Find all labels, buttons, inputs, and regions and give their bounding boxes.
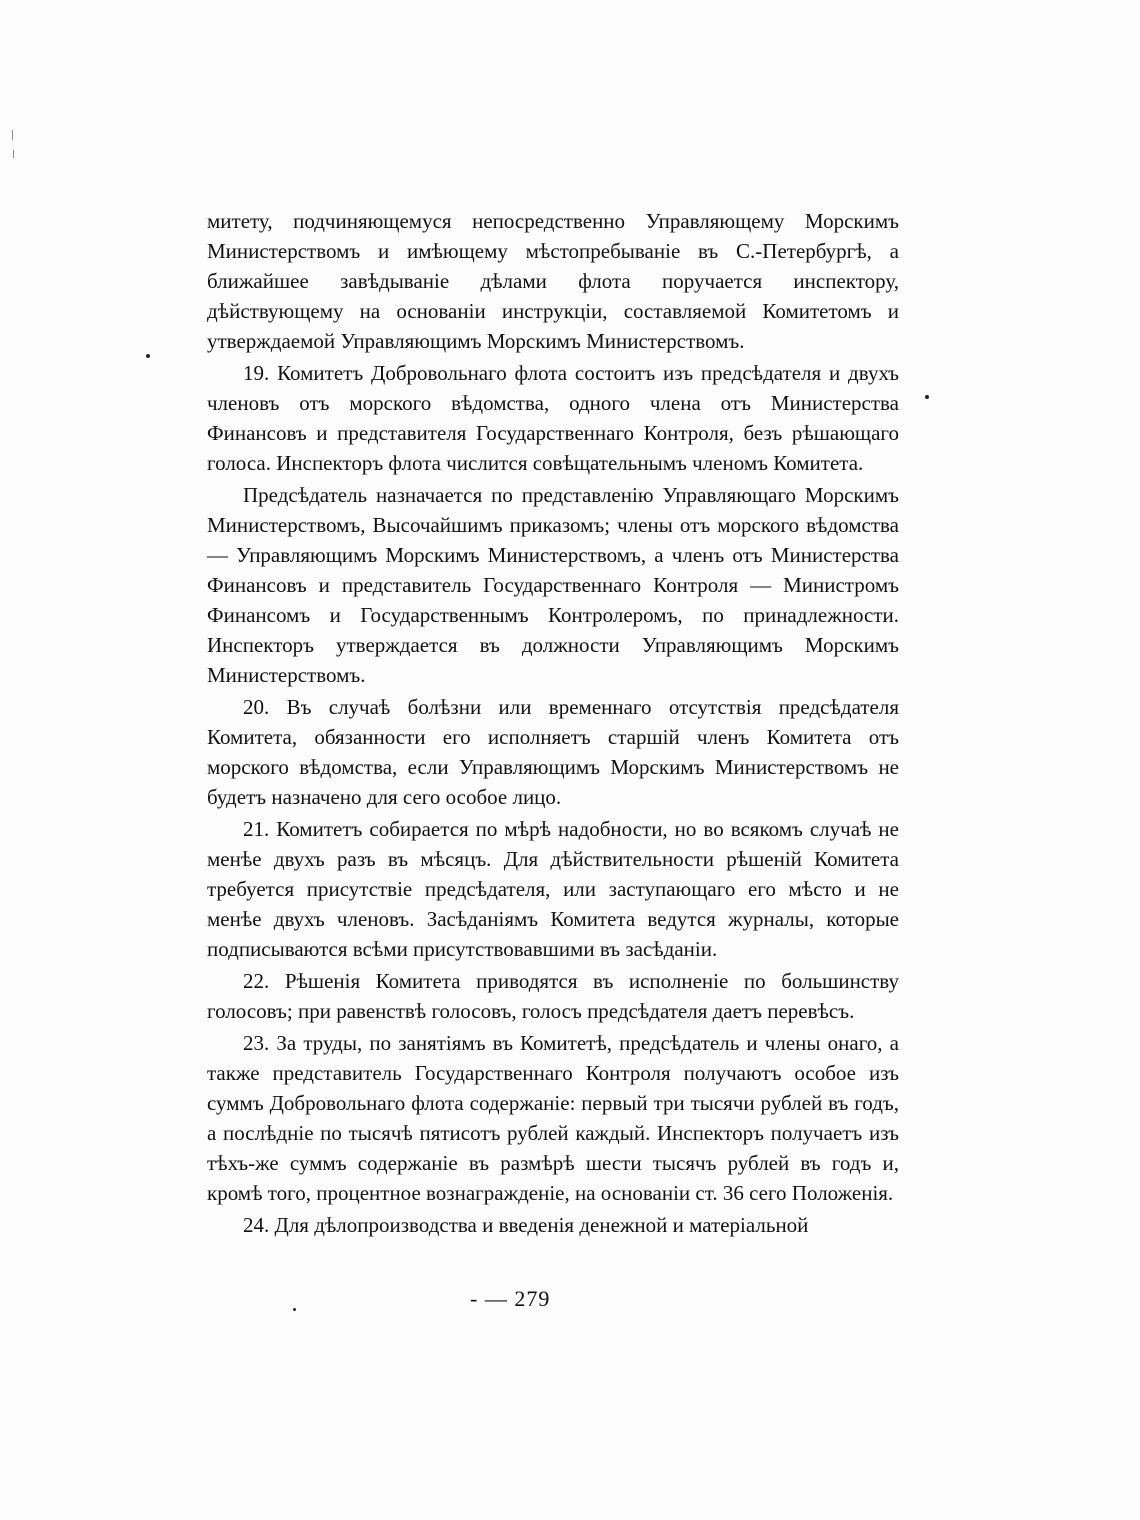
paragraph-chairman-appointment: Предсѣдатель назначается по представленію Управляющаго Морскимъ Министерствомъ, Высочайшимъ приказомъ; члены отъ морского вѣдомства — Управляющимъ Морскимъ Министерствомъ, а членъ отъ Министерства Финансовъ и представитель Государственнаго Контроля — Министромъ Финансомъ и Государственнымъ Контролеромъ, по принадлежности. Инспекторъ утверждается въ должности Управляющимъ Морскимъ Министерствомъ. <box>207 483 899 687</box>
scan-speck <box>146 354 150 358</box>
paragraph-article-19: 19. Комитетъ Добровольнаго флота состоитъ изъ предсѣдателя и двухъ членовъ отъ морского вѣдомства, одного члена отъ Министерства Финансовъ и представителя Государственнаго Контроля, безъ рѣшающаго голоса. Инспекторъ флота числится совѣщательнымъ членомъ Комитета. <box>207 361 899 475</box>
scan-speck <box>293 1308 296 1311</box>
page-number: - — 279 <box>470 1286 551 1311</box>
paragraph-article-20: 20. Въ случаѣ болѣзни или временнаго отсутствія предсѣдателя Комитета, обязанности его исполняетъ старшій членъ Комитета отъ морского вѣдомства, если Управляющимъ Морскимъ Министерствомъ не будетъ назначено для сего особое лицо. <box>207 695 899 809</box>
paragraph-article-21: 21. Комитетъ собирается по мѣрѣ надобности, но во всякомъ случаѣ не менѣе двухъ разъ въ мѣсяцъ. Для дѣйствительности рѣшеній Комитета требуется присутствіе предсѣдателя, или заступающаго его мѣсто и не менѣе двухъ членовъ. Засѣданіямъ Комитета ведутся журналы, которые подписываются всѣми присутствовавшими въ засѣданіи. <box>207 817 899 961</box>
paragraph-article-23: 23. За труды, по занятіямъ въ Комитетѣ, предсѣдатель и члены онаго, а также представитель Государственнаго Контроля получаютъ особое изъ суммъ Добровольнаго флота содержаніе: первый три тысячи рублей въ годъ, а послѣдніе по тысячѣ пятисотъ рублей каждый. Инспекторъ получаетъ изъ тѣхъ-же суммъ содержаніе въ размѣрѣ шести тысячъ рублей въ годъ и, кромѣ того, процентное вознагражденіе, на основаніи ст. 36 сего Положенія. <box>207 1031 899 1205</box>
body-text <box>207 206 899 1240</box>
paragraph-article-22: 22. Рѣшенія Комитета приводятся въ исполненіе по большинству голосовъ; при равенствѣ голосовъ, голосъ предсѣдателя даетъ перевѣсъ. <box>207 969 899 1023</box>
binding-edge-mark <box>13 150 14 158</box>
paragraph-continuation: митету, подчиняющемуся непосредственно Управляющему Морскимъ Министерствомъ и имѣющему мѣстопребываніе въ С.-Петербургѣ, а ближайшее завѣдываніе дѣлами флота поручается инспектору, дѣйствующему на основаніи инструкціи, составляемой Комитетомъ и утверждаемой Управляющимъ Морскимъ Министерствомъ. <box>207 209 899 353</box>
paragraph-article-24: 24. Для дѣлопроизводства и введенія денежной и матеріальной <box>243 1213 809 1237</box>
scan-speck <box>925 395 929 399</box>
binding-edge-mark <box>12 130 13 140</box>
